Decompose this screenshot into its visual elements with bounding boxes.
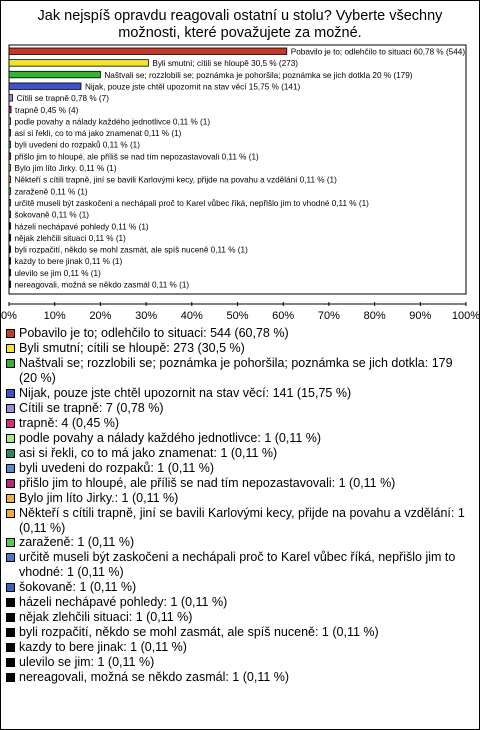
legend-item [6, 595, 472, 610]
x-tick-label: 80% [363, 310, 386, 322]
legend-label: podle povahy a nálady každého jednotlivce: 1 (0,11 %) [19, 431, 322, 445]
bar-label: zaraženě 0,11 % (1) [14, 187, 88, 197]
bar [9, 176, 11, 183]
bar-label: kazdy to bere jinak 0,11 % (1) [14, 257, 123, 267]
legend-swatch [6, 509, 15, 518]
bar-label: byli uvedeni do rozpaků 0,11 % (1) [14, 140, 140, 150]
bar [9, 130, 11, 137]
bar-label: trapně 0,45 % (4) [15, 105, 79, 115]
bar [9, 211, 11, 218]
legend-swatch [6, 673, 15, 682]
legend-label: házeli nechápavé pohledy: 1 (0,11 %) [19, 595, 228, 609]
bar-label: šokovaně 0,11 % (1) [14, 210, 89, 220]
legend-item [6, 535, 472, 550]
legend-item [6, 625, 472, 640]
legend-item [6, 326, 472, 341]
bar [9, 223, 11, 230]
legend-item [6, 446, 472, 461]
legend-label: byli uvedeni do rozpaků: 1 (0,11 %) [19, 461, 215, 475]
legend-label: nějak zlehčili situaci: 1 (0,11 %) [19, 610, 193, 624]
bar [9, 106, 11, 113]
legend-label: šokovaně: 1 (0,11 %) [19, 580, 137, 594]
legend-label: asi si řekli, co to má jako znamenat: 1 (0,11 %) [19, 446, 278, 460]
bar [9, 141, 11, 148]
bar [9, 281, 11, 288]
legend-item [6, 670, 472, 685]
legend-label: Naštvali se; rozzlobili se; poznámka je pohoršila; poznámka se jich dotkla: 179 (20 %) [19, 356, 453, 385]
legend-item [6, 610, 472, 625]
legend-label: Bylo jim líto Jirky.: 1 (0,11 %) [19, 491, 179, 505]
legend-item [6, 640, 472, 655]
legend-swatch [6, 464, 15, 473]
legend-swatch [6, 344, 15, 353]
legend-item [6, 491, 472, 506]
legend-label: nereagovali, možná se někdo zasmál: 1 (0,11 %) [19, 670, 290, 684]
bar-label: nereagovali, možná se někdo zasmál 0,11 % (1) [14, 280, 190, 290]
legend-item [6, 580, 472, 595]
x-tick-label: 20% [89, 310, 112, 322]
legend-label: zaraženě: 1 (0,11 %) [19, 535, 135, 549]
x-tick-label: 10% [43, 310, 66, 322]
legend-swatch [6, 329, 15, 338]
bar-label: Někteří s cítili trapně, jiní se bavili Karlovými kecy, přijde na povahu a vzdělání 0,11 % (1) [14, 175, 337, 185]
legend-label: byli rozpačití, někdo se mohl zasmát, ale spíš nuceně: 1 (0,11 %) [19, 625, 379, 639]
legend-swatch [6, 553, 15, 562]
bar-label: Byli smutní; cítili se hloupě 30,5 % (273) [152, 59, 299, 69]
bar [9, 188, 11, 195]
legend-label: Pobavilo je to; odlehčilo to situaci: 544 (60,78 %) [19, 326, 289, 340]
legend-label: přišlo jim to hloupé, ale příliš se nad tím nepozastavovali: 1 (0,11 %) [19, 476, 396, 490]
bar [9, 258, 11, 265]
bar-label: ulevilo se jim 0,11 % (1) [14, 268, 101, 278]
bar-label: Cítili se trapně 0,78 % (7) [16, 94, 109, 104]
legend-label: kazdy to bere jinak: 1 (0,11 %) [19, 640, 187, 654]
bar [9, 118, 11, 125]
x-tick-label: 60% [272, 310, 295, 322]
legend-swatch [6, 449, 15, 458]
legend-label: určitě museli být zaskočeni a nechápali proč to Karel vůbec říká, nepřišlo jim to vhodné: 1 (0,11 %) [19, 550, 456, 579]
legend-swatch [6, 538, 15, 547]
x-tick-label: 100% [451, 310, 480, 322]
bar-label: přišlo jim to hloupé, ale příliš se nad tím nepozastavovali 0,11 % (1) [14, 152, 259, 162]
legend-swatch [6, 419, 15, 428]
bar [9, 60, 148, 67]
legend-swatch [6, 359, 15, 368]
bar [9, 95, 13, 102]
bar-label: házeli nechápavé pohledy 0,11 % (1) [14, 222, 149, 232]
bar [9, 199, 11, 206]
bar [9, 269, 11, 276]
bar-label: Nijak, pouze jste chtěl upozornit na stav věcí 15,75 % (141) [84, 82, 301, 92]
x-tick-label: 90% [409, 310, 432, 322]
legend-swatch [6, 434, 15, 443]
x-tick-label: 70% [317, 310, 340, 322]
legend-swatch [6, 404, 15, 413]
legend-label: Nijak, pouze jste chtěl upozornit na stav věcí: 141 (15,75 %) [19, 386, 352, 400]
legend-item [6, 655, 472, 670]
legend-item [6, 476, 472, 491]
bar-label: Pobavilo je to; odlehčilo to situaci 60,78 % (544) [290, 47, 466, 57]
bar-label: asi si řekli, co to má jako znamenat 0,11 % (1) [14, 129, 182, 139]
bar-label: podle povahy a nálady každého jednotlivce 0,11 % (1) [14, 117, 211, 127]
legend-item [6, 401, 472, 416]
bar [9, 246, 11, 253]
legend-label: Byli smutní; cítili se hloupě: 273 (30,5 %) [19, 341, 245, 355]
legend-item [6, 461, 472, 476]
legend-label: ulevilo se jim: 1 (0,11 %) [19, 655, 155, 669]
bar-label: určitě museli být zaskočeni a nechápali proč to Karel vůbec říká, nepřišlo jim to vhodné 0,11 % (1) [14, 198, 369, 208]
legend-item [6, 431, 472, 446]
legend-label: Někteří s cítili trapně, jiní se bavili Karlovými kecy, přijde na povahu a vzdělání: 1 (0,11 %) [19, 506, 465, 535]
bar-label: byli rozpačití, někdo se mohl zasmát, ale spíš nuceně 0,11 % (1) [14, 245, 248, 255]
x-tick-label: 30% [135, 310, 158, 322]
legend-swatch [6, 613, 15, 622]
legend-swatch [6, 628, 15, 637]
legend-item [6, 416, 472, 431]
bar [9, 234, 11, 241]
legend-label: Cítili se trapně: 7 (0,78 %) [19, 401, 164, 415]
bar [9, 71, 100, 78]
legend-item [6, 506, 472, 535]
legend-swatch [6, 389, 15, 398]
legend-swatch [6, 658, 15, 667]
bar-chart [0, 0, 480, 330]
x-tick-label: 50% [226, 310, 249, 322]
legend-swatch [6, 583, 15, 592]
legend-item [6, 341, 472, 356]
legend-item [6, 356, 472, 385]
legend-swatch [6, 494, 15, 503]
bar-label: nějak zlehčili situaci 0,11 % (1) [14, 233, 126, 243]
bar [9, 48, 287, 55]
bar [9, 153, 11, 160]
legend-item [6, 550, 472, 579]
x-tick-label: 0% [1, 310, 17, 322]
bar [9, 83, 81, 90]
legend-item [6, 386, 472, 401]
bar-label: Bylo jim líto Jirky. 0,11 % (1) [14, 164, 117, 173]
bar [9, 165, 11, 172]
bar-label: Naštvali se; rozzlobili se; poznámka je pohoršila; poznámka se jich dotkla 20 % (179) [104, 70, 413, 80]
legend-swatch [6, 479, 15, 488]
x-tick-label: 40% [180, 310, 203, 322]
chart-title: Jak nejspíš opravdu reagovali ostatní u stolu? Vyberte všechny možnosti, které považujete za možné. [37, 8, 443, 41]
legend-swatch [6, 643, 15, 652]
legend-swatch [6, 598, 15, 607]
legend-label: trapně: 4 (0,45 %) [19, 416, 120, 430]
